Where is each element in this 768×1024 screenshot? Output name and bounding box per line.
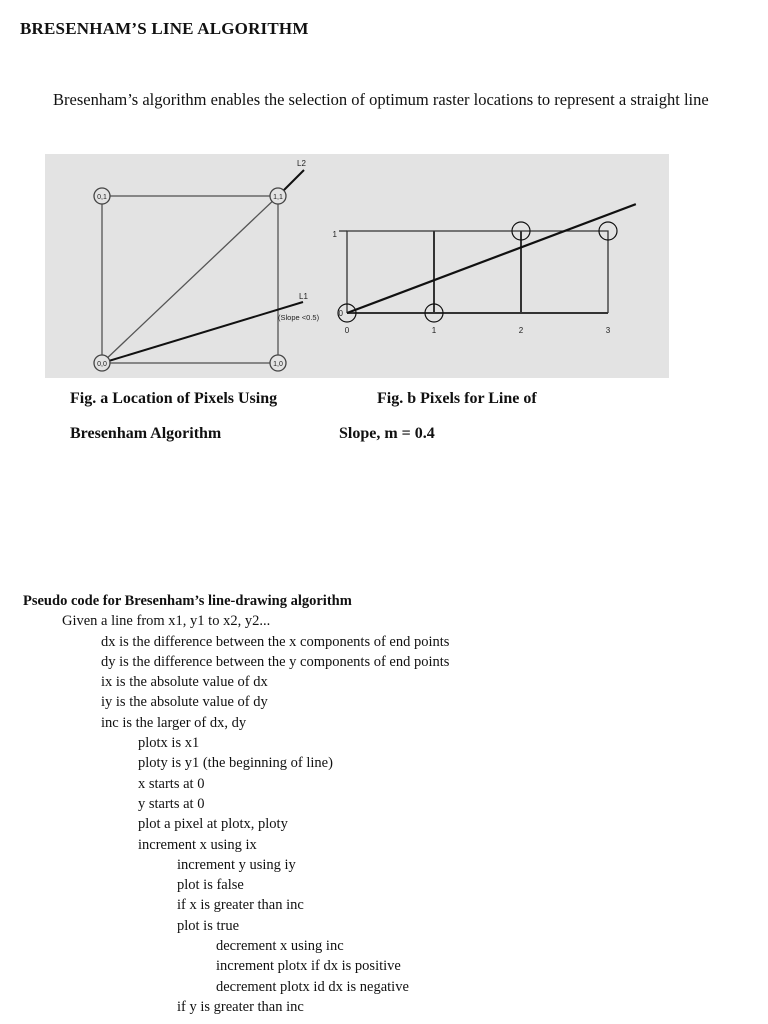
pseudocode-line: Given a line from x1, y1 to x2, y2... [62, 613, 271, 630]
document-title: BRESENHAM’S LINE ALGORITHM [20, 19, 309, 38]
pseudocode-line: dx is the difference between the x components of end points [101, 633, 450, 650]
figure-panel [45, 154, 669, 378]
figure-a-slope-note: (Slope <0.5) [278, 313, 320, 322]
intro-paragraph: Bresenham’s algorithm enables the selection of optimum raster locations to represent a straight line [53, 90, 709, 109]
pseudocode-line: plotx is x1 [138, 735, 200, 752]
pseudocode-line: if x is greater than inc [177, 897, 304, 914]
figure-b-x-tick-label: 3 [605, 326, 611, 335]
figure-b-y-tick-1: 1 [332, 230, 337, 239]
figure-b-grid-outline [347, 231, 608, 313]
pseudocode-line: decrement plotx id dx is negative [216, 978, 409, 995]
pseudocode-line: inc is the larger of dx, dy [101, 714, 247, 731]
figure-a-label-1-0: 1,0 [273, 361, 283, 368]
figure-a-label-l2: L2 [297, 159, 306, 168]
pseudocode-line: ploty is y1 (the beginning of line) [138, 755, 333, 772]
pseudocode-line: increment plotx if dx is positive [216, 958, 401, 975]
figure-b-diagram [338, 204, 636, 322]
figure-b-x-tick-label: 2 [518, 326, 524, 335]
pseudocode-line: plot is true [177, 917, 240, 934]
pseudocode-line: dy is the difference between the y components of end points [101, 653, 450, 670]
pseudocode-block [0, 591, 768, 1017]
figure-a-label-1-1: 1,1 [273, 194, 283, 201]
figure-a-l1-line [102, 302, 303, 363]
pseudocode-line: increment x using ix [138, 836, 257, 853]
bresenham-figures [45, 154, 669, 378]
figure-a-diagonal-line [102, 196, 278, 363]
pseudocode-line: iy is the absolute value of dy [101, 694, 268, 711]
pseudocode-line: if y is greater than inc [177, 998, 304, 1015]
pseudocode-heading: Pseudo code for Bresenham’s line-drawing algorithm [23, 593, 352, 609]
figure-a-label-0-1: 0,1 [97, 194, 107, 201]
figure-a-label-l1: L1 [299, 292, 308, 301]
pseudocode-line: ix is the absolute value of dx [101, 674, 268, 691]
figure-a-label-0-0: 0,0 [97, 361, 107, 368]
figure-b-line-slope [347, 204, 636, 313]
pseudocode-line: plot a pixel at plotx, ploty [138, 816, 288, 833]
pseudocode-line: y starts at 0 [138, 795, 205, 812]
figure-b-caption-line1: Fig. b Pixels for Line of [377, 390, 537, 407]
pseudocode-line: decrement x using inc [216, 938, 344, 955]
pseudocode-line: increment y using iy [177, 856, 296, 873]
pseudocode-line: plot is false [177, 877, 244, 894]
figure-b-x-tick-label: 0 [344, 326, 350, 335]
figure-b-x-tick-label: 1 [431, 326, 437, 335]
pseudocode-line: x starts at 0 [138, 775, 205, 792]
figure-a-caption-line1: Fig. a Location of Pixels Using [70, 390, 278, 407]
figure-b-caption-line2: Slope, m = 0.4 [339, 425, 435, 442]
figure-a-caption-line2: Bresenham Algorithm [70, 425, 222, 442]
figure-b-origin-note: 0 [338, 309, 343, 318]
